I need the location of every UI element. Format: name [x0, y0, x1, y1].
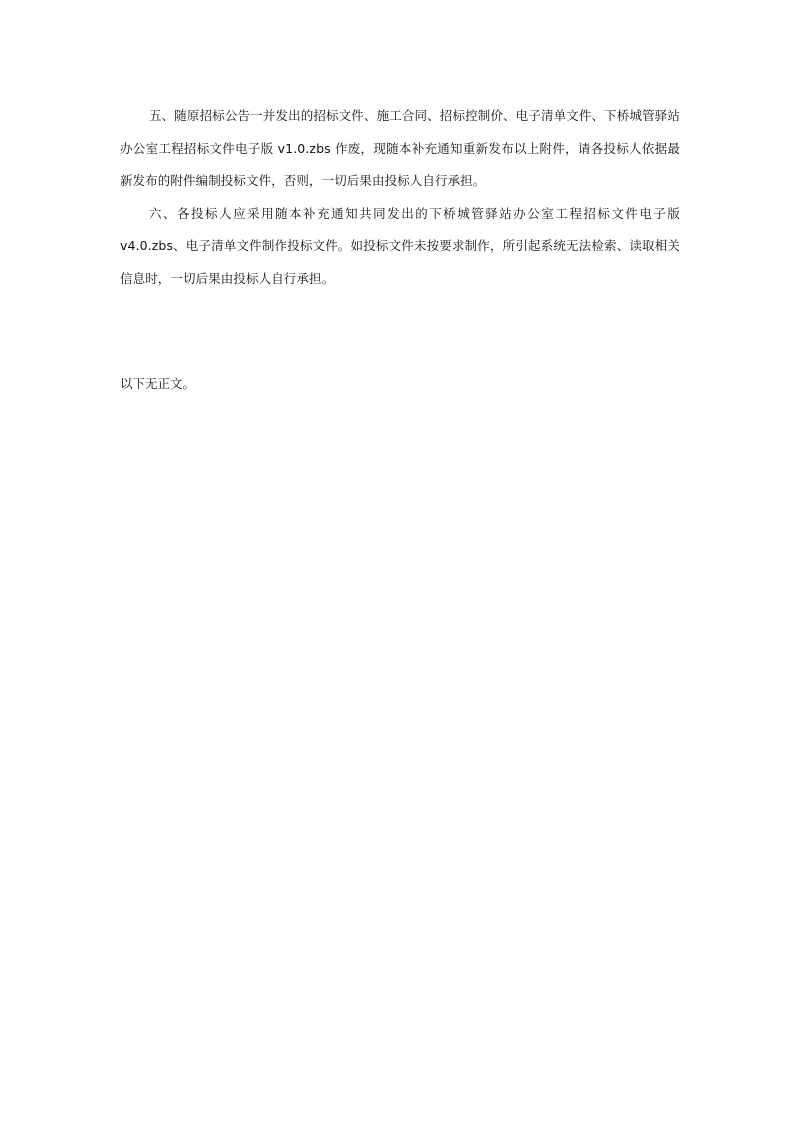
document-body	[120, 100, 680, 295]
paragraph-item-5: 五、随原招标公告一并发出的招标文件、施工合同、招标控制价、电子清单文件、下桥城管驿站办公室工程招标文件电子版 v1.0.zbs 作废，现随本补充通知重新发布以上附件，请各投标人依据最新发布的附件编制投标文件，否则，一切后果由投标人自行承担。	[120, 108, 680, 188]
closing-note: 以下无正文。	[120, 376, 196, 391]
paragraph-item-6: 六、各投标人应采用随本补充通知共同发出的下桥城管驿站办公室工程招标文件电子版 v4.0.zbs、电子清单文件制作投标文件。如投标文件未按要求制作，所引起系统无法检索、读取相关信息时，一切后果由投标人自行承担。	[120, 205, 680, 286]
